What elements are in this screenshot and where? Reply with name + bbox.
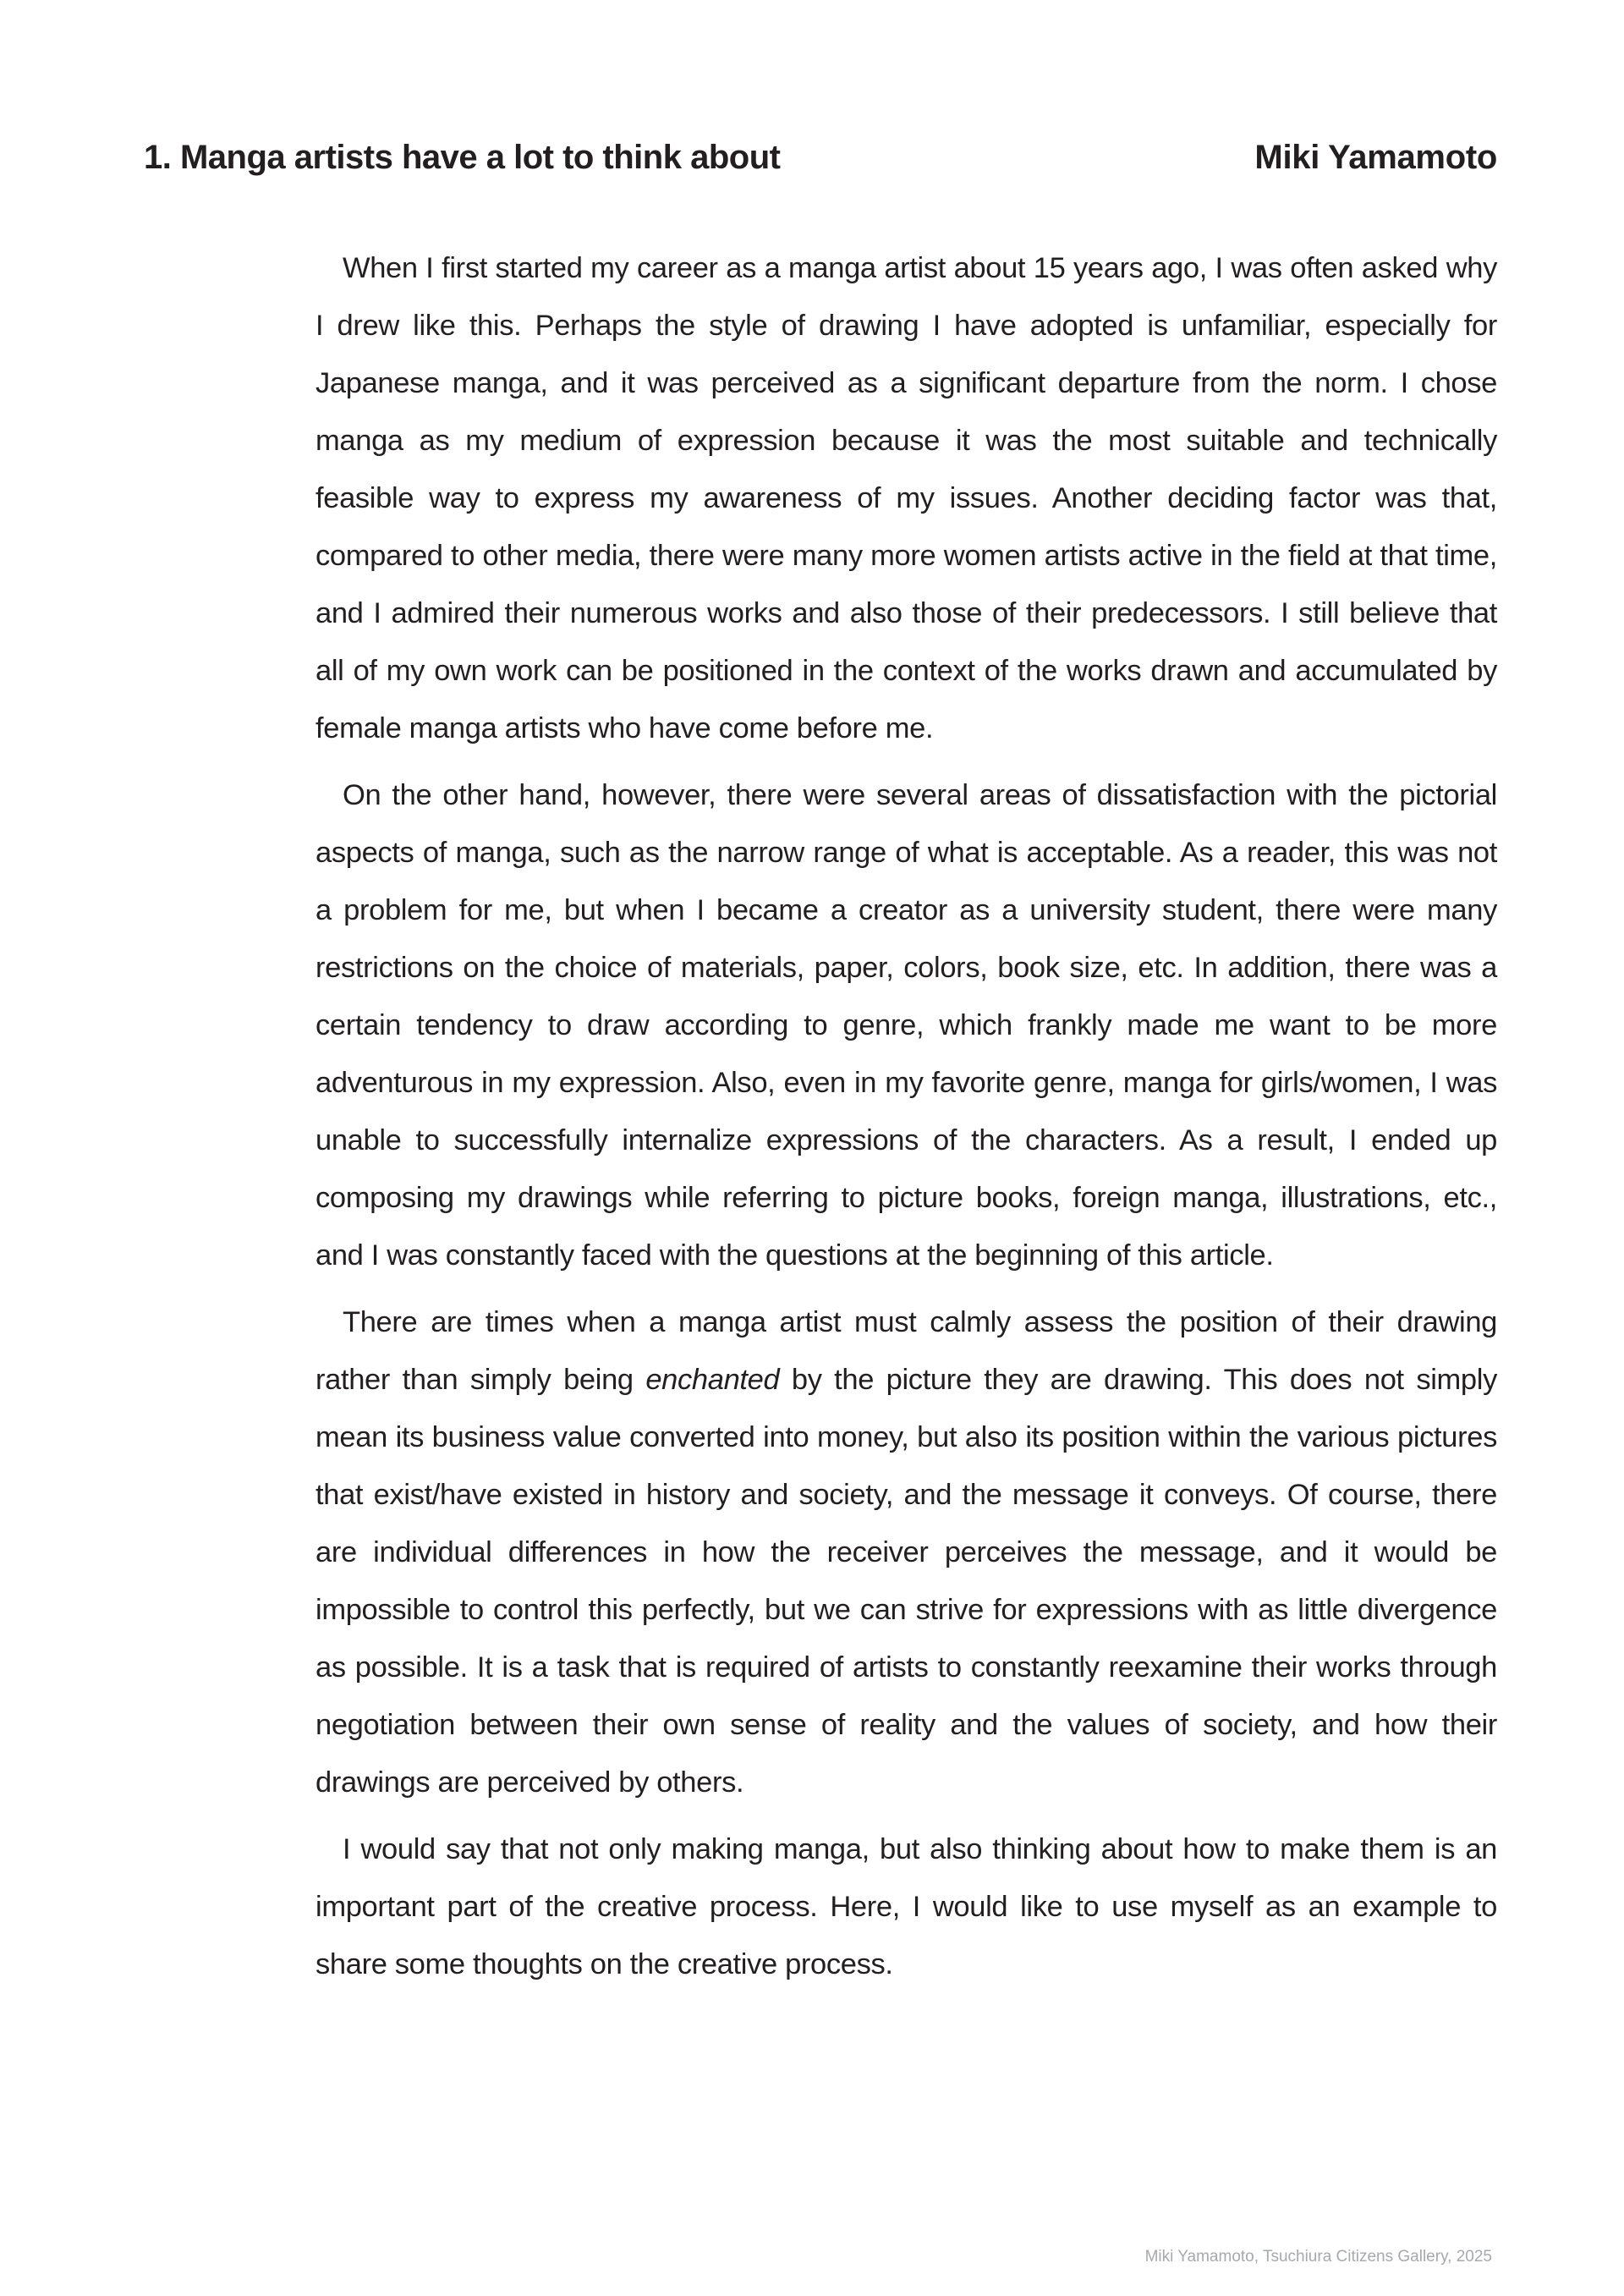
page-header — [144, 134, 1497, 184]
section-title: 1. Manga artists have a lot to think about — [144, 139, 781, 176]
paragraph-4: I would say that not only making manga, but also thinking about how to make them is an important part of the creative process. Here, I would like to use myself as an example to share some thoughts on the creative process. — [315, 1833, 1497, 1980]
paragraph-3-text-before: There are times when a manga artist must calmly assess the position of their drawing rather than simply being — [315, 1306, 1497, 1396]
paragraph-3-text-after: by the picture they are drawing. This does not simply mean its business value converted into money, but also its position within the various pictures that exist/have existed in history and society, and the message it conveys. Of course, there are individual differences in how the receiver perceives the message, and it would be impossible to control this perfectly, but we can strive for expressions with as little divergence as possible. It is a task that is required of artists to constantly reexamine their works through negotiation between their own sense of reality and the values of society, and how their drawings are perceived by others. — [315, 1364, 1497, 1799]
paragraph-2: On the other hand, however, there were several areas of dissatisfaction with the pictorial aspects of manga, such as the narrow range of what is acceptable. As a reader, this was not a problem for me, but when I became a creator as a university student, there were many restrictions on the choice of materials, paper, colors, book size, etc. In addition, there was a certain tendency to draw according to genre, which frankly made me want to be more adventurous in my expression. Also, even in my favorite genre, manga for girls/women, I was unable to successfully internalize expressions of the characters. As a result, I ended up composing my drawings while referring to picture books, foreign manga, illustrations, etc., and I was constantly faced with the questions at the beginning of this article. — [315, 779, 1497, 1272]
emphasized-word: enchanted — [645, 1364, 780, 1396]
author-name: Miki Yamamoto — [1254, 139, 1497, 176]
paragraph-1: When I first started my career as a manga artist about 15 years ago, I was often asked why I drew like this. Perhaps the style of drawing I have adopted is unfamiliar, especially for Japanese manga, and it was perceived as a significant departure from the norm. I chose manga as my medium of expression because it was the most suitable and technically feasible way to express my awareness of my issues. Another deciding factor was that, compared to other media, there were many more women artists active in the field at that time, and I admired their numerous works and also those of their predecessors. I still believe that all of my own work can be positioned in the context of the works drawn and accumulated by female manga artists who have come before me. — [315, 252, 1497, 744]
paragraph-3 — [315, 1294, 1497, 1811]
article-body — [315, 239, 1497, 2002]
page-footer-credit: Miki Yamamoto, Tsuchiura Citizens Gallery, 2025 — [1144, 2248, 1492, 2266]
